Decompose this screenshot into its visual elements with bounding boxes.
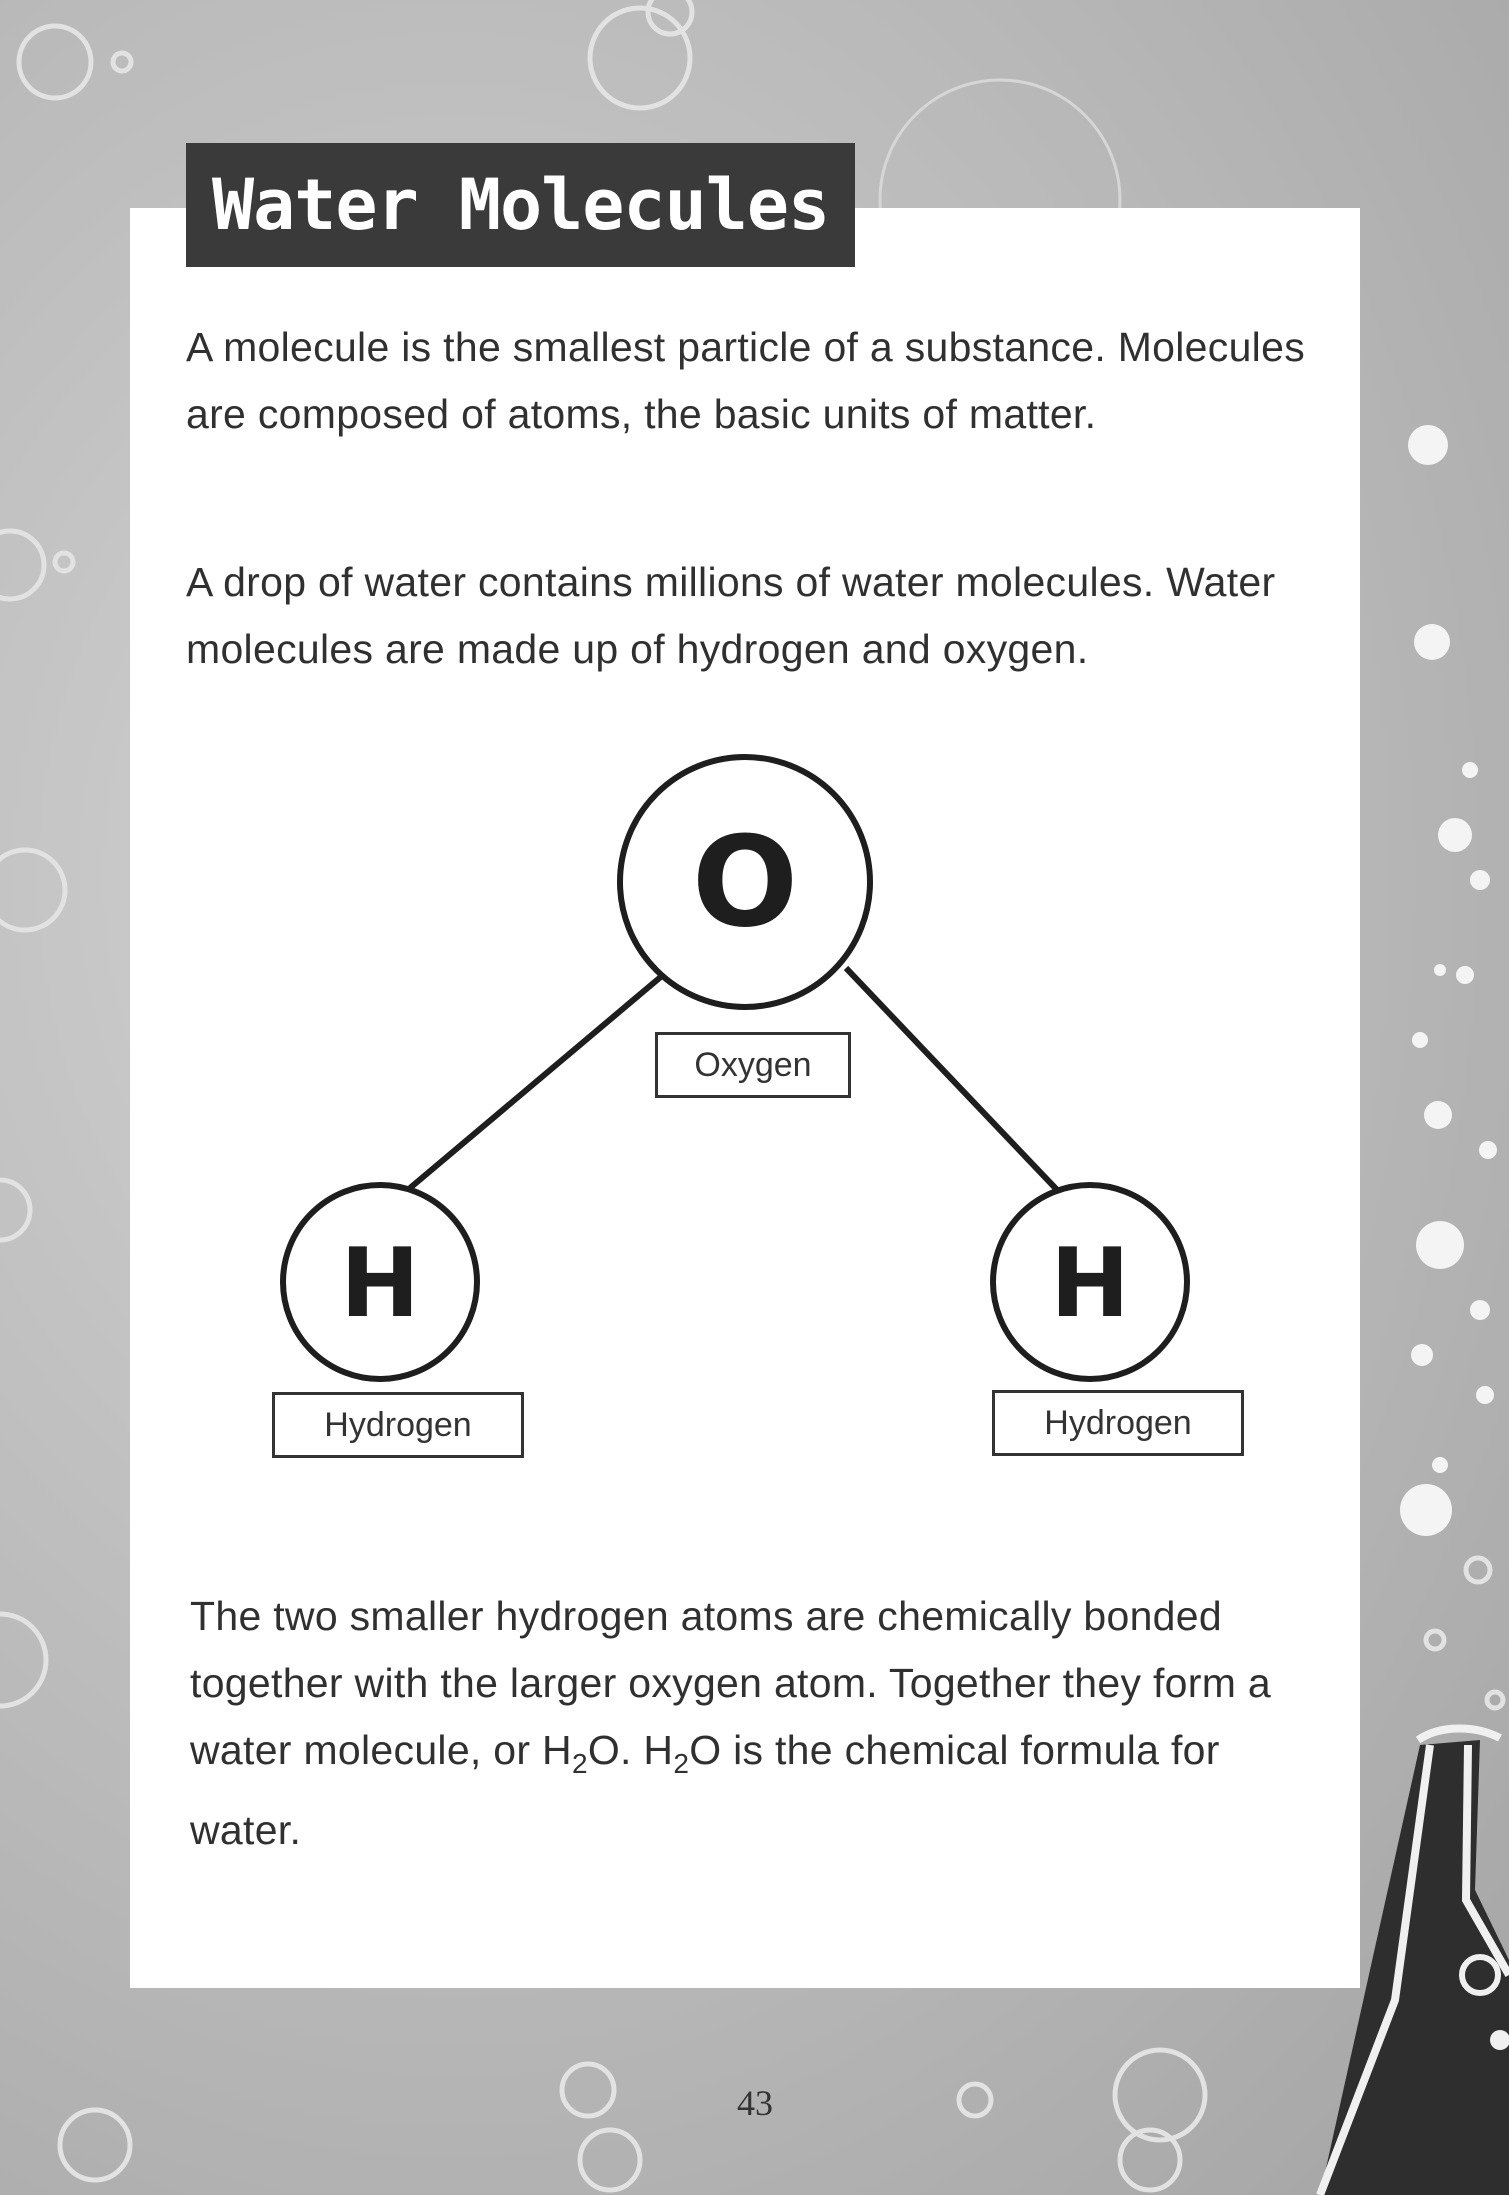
hydrogen-left-label: Hydrogen [272, 1392, 524, 1458]
intro-paragraph-1: A molecule is the smallest particle of a substance. Molecules are composed of atoms, the basic units of matter. [186, 324, 1305, 437]
page-title: Water Molecules [186, 143, 855, 267]
subscript-2: 2 [673, 1748, 690, 1780]
conclusion-text-a: The two smaller hydrogen atoms are chemically bonded together with the larger oxygen atom. Together they form a water molecule, or H [190, 1593, 1271, 1773]
hydrogen-right-symbol: H [1050, 1229, 1130, 1339]
hydrogen-left-symbol: H [340, 1229, 420, 1339]
bond-left [410, 975, 663, 1188]
page-number: 43 [737, 2083, 773, 2123]
intro-paragraph-2: A drop of water contains millions of water molecules. Water molecules are made up of hydrogen and oxygen. [186, 559, 1276, 672]
conclusion-paragraph [190, 1583, 1330, 1864]
conclusion-text-b: O. H [587, 1727, 674, 1773]
hydrogen-right-label: Hydrogen [992, 1390, 1244, 1456]
conclusion-text-c: O is the chemical formula for water. [190, 1727, 1220, 1854]
oxygen-symbol: O [691, 810, 799, 955]
oxygen-label: Oxygen [655, 1032, 851, 1098]
subscript-2: 2 [571, 1748, 588, 1780]
bond-right [846, 968, 1060, 1193]
